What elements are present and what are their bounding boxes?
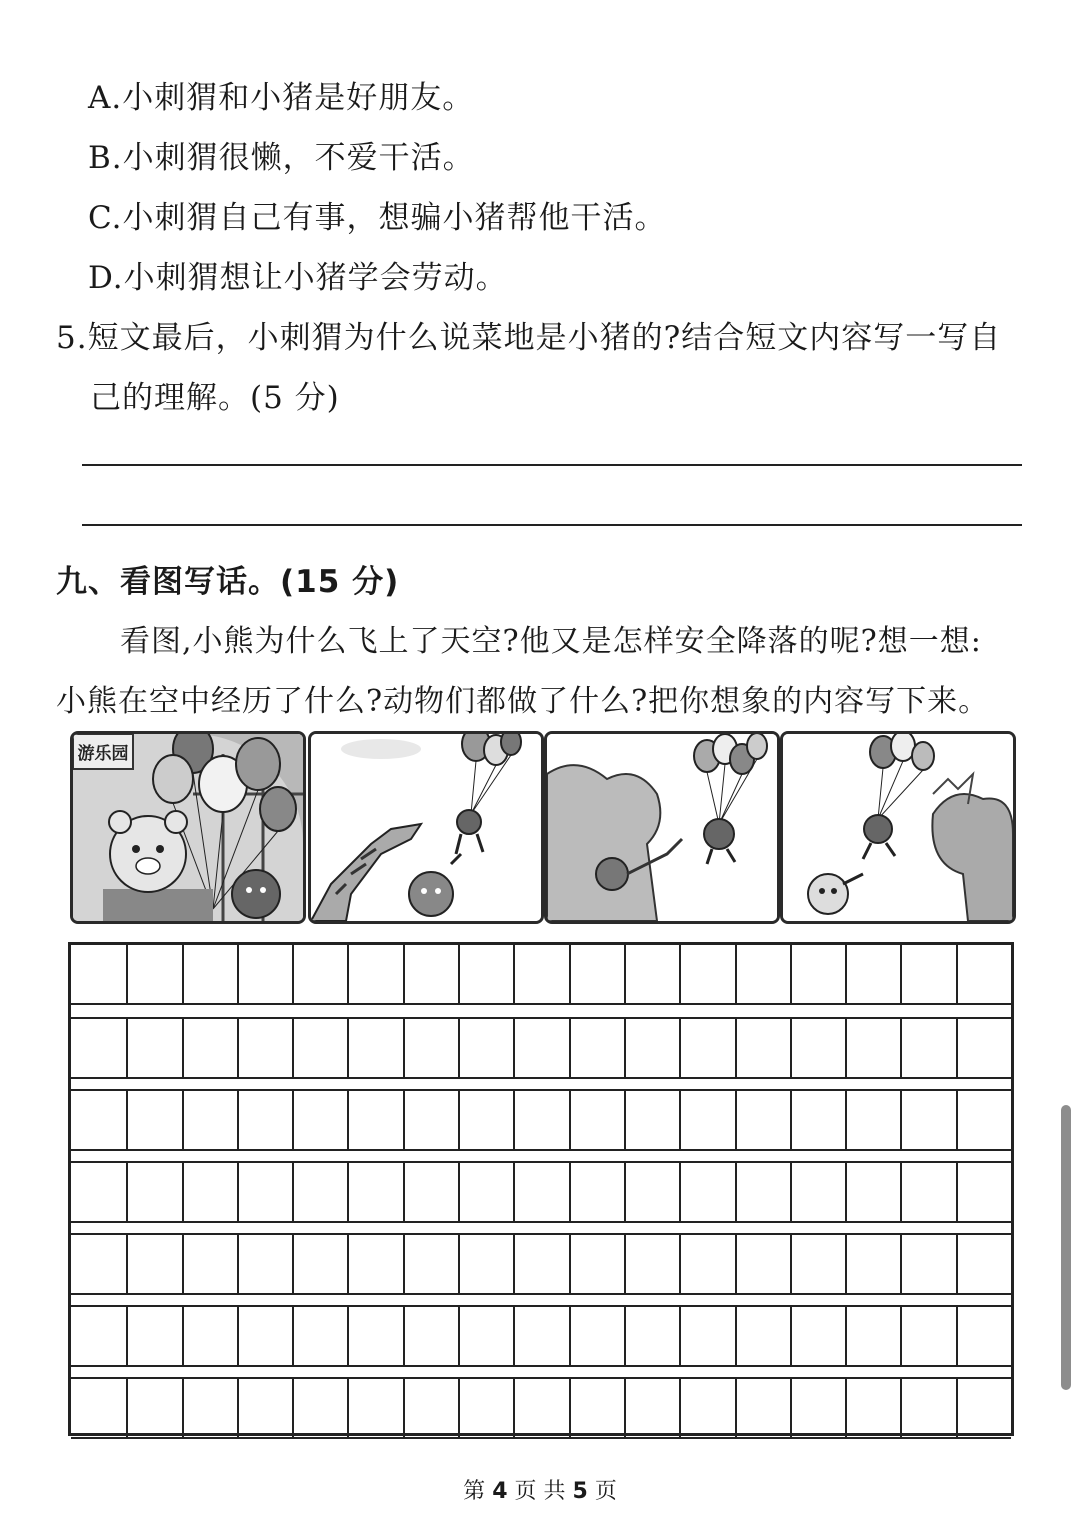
grid-cell[interactable] [569,1019,624,1077]
grid-cell[interactable] [182,1235,237,1293]
grid-cell[interactable] [403,1019,458,1077]
grid-cell[interactable] [513,1235,568,1293]
grid-cell[interactable] [569,1163,624,1221]
current-page-number: 4 [492,1479,508,1504]
grid-cell[interactable] [624,945,679,1003]
grid-cell[interactable] [513,945,568,1003]
grid-row [71,1305,1011,1367]
grid-cell[interactable] [237,945,292,1003]
grid-cell[interactable] [513,1091,568,1149]
grid-cell[interactable] [126,1019,181,1077]
grid-cell[interactable] [624,1091,679,1149]
grid-cell[interactable] [624,1019,679,1077]
grid-cell[interactable] [237,1163,292,1221]
grid-cell[interactable] [458,1235,513,1293]
grid-cell[interactable] [126,1091,181,1149]
grid-cell[interactable] [513,1019,568,1077]
grid-cell[interactable] [790,1379,845,1437]
grid-cell[interactable] [292,1235,347,1293]
grid-cell[interactable] [237,1019,292,1077]
grid-cell[interactable] [403,1307,458,1365]
grid-cell[interactable] [845,1091,900,1149]
question-5-line-2: 己的理解。(5 分) [90,380,340,416]
grid-cell[interactable] [292,945,347,1003]
grid-cell[interactable] [790,1091,845,1149]
grid-cell[interactable] [458,1091,513,1149]
grid-cell[interactable] [126,945,181,1003]
grid-cell[interactable] [458,1163,513,1221]
grid-cell[interactable] [458,1379,513,1437]
grid-cell[interactable] [956,1379,1011,1437]
grid-cell[interactable] [292,1163,347,1221]
grid-cell[interactable] [679,1307,734,1365]
grid-cell[interactable] [569,1307,624,1365]
grid-cell[interactable] [624,1379,679,1437]
page-footer [0,1474,1080,1505]
footer-middle: 页 共 [514,1479,566,1504]
grid-cell[interactable] [182,1091,237,1149]
grid-cell[interactable] [679,945,734,1003]
grid-cell[interactable] [679,1163,734,1221]
grid-cell[interactable] [790,945,845,1003]
grid-cell[interactable] [347,1091,402,1149]
grid-cell[interactable] [182,945,237,1003]
grid-cell[interactable] [900,945,955,1003]
grid-cell[interactable] [71,1091,126,1149]
grid-cell[interactable] [900,1163,955,1221]
grid-cell[interactable] [458,1307,513,1365]
grid-cell[interactable] [624,1163,679,1221]
option-a: A.小刺猬和小猪是好朋友。 [88,80,475,116]
grid-cell[interactable] [845,1379,900,1437]
grid-cell[interactable] [956,1163,1011,1221]
grid-cell[interactable] [126,1307,181,1365]
question-5-line-1: 5.短文最后，小刺猬为什么说菜地是小猪的?结合短文内容写一写自 [56,320,1002,356]
grid-cell[interactable] [292,1307,347,1365]
grid-cell[interactable] [735,1307,790,1365]
grid-cell[interactable] [845,1235,900,1293]
grid-cell[interactable] [237,1307,292,1365]
giraffe-illustration [311,734,541,921]
grid-cell[interactable] [790,1307,845,1365]
grid-cell[interactable] [292,1019,347,1077]
grid-cell[interactable] [71,1307,126,1365]
grid-cell[interactable] [403,1235,458,1293]
grid-cell[interactable] [900,1235,955,1293]
grid-cell[interactable] [900,1019,955,1077]
grid-row [71,945,1011,1005]
grid-cell[interactable] [347,1307,402,1365]
grid-cell[interactable] [347,1163,402,1221]
grid-cell[interactable] [569,945,624,1003]
grid-cell[interactable] [845,1163,900,1221]
answer-line[interactable] [82,464,1022,466]
option-b: B.小刺猬很懒，不爱干活。 [88,140,475,176]
grid-cell[interactable] [513,1163,568,1221]
grid-cell[interactable] [735,1091,790,1149]
grid-cell[interactable] [458,945,513,1003]
grid-cell[interactable] [71,1163,126,1221]
grid-cell[interactable] [347,1019,402,1077]
grid-cell[interactable] [403,1091,458,1149]
grid-cell[interactable] [956,945,1011,1003]
grid-cell[interactable] [182,1307,237,1365]
grid-cell[interactable] [956,1091,1011,1149]
section-9-prompt-line-1: 看图,小熊为什么飞上了天空?他又是怎样安全降落的呢?想一想: [120,624,982,659]
grid-cell[interactable] [126,1235,181,1293]
grid-cell[interactable] [956,1307,1011,1365]
grid-cell[interactable] [126,1163,181,1221]
grid-cell[interactable] [71,1019,126,1077]
grid-cell[interactable] [347,1379,402,1437]
section-9-prompt-line-2: 小熊在空中经历了什么?动物们都做了什么?把你想象的内容写下来。 [56,684,990,719]
grid-row [71,1233,1011,1295]
grid-cell[interactable] [71,945,126,1003]
bear-vendor-illustration [73,734,303,921]
grid-cell[interactable] [845,1307,900,1365]
grid-cell[interactable] [182,1379,237,1437]
grid-cell[interactable] [735,1163,790,1221]
section-9-title: 九、看图写话。(15 分) [56,564,400,600]
grid-cell[interactable] [845,1019,900,1077]
comic-panel-1 [70,731,306,924]
grid-cell[interactable] [735,1235,790,1293]
footer-suffix: 页 [594,1479,617,1504]
grid-cell[interactable] [679,1091,734,1149]
total-page-number: 5 [572,1479,588,1504]
grid-cell[interactable] [569,1379,624,1437]
grid-cell[interactable] [347,1235,402,1293]
grid-cell[interactable] [182,1019,237,1077]
grid-cell[interactable] [735,945,790,1003]
grid-cell[interactable] [900,1091,955,1149]
grid-cell[interactable] [513,1307,568,1365]
grid-row [71,1377,1011,1439]
grid-cell[interactable] [403,1163,458,1221]
grid-cell[interactable] [735,1379,790,1437]
grid-row [71,1017,1011,1079]
grid-cell[interactable] [237,1379,292,1437]
grid-cell[interactable] [790,1235,845,1293]
monkey-tree-illustration [547,734,777,921]
grid-cell[interactable] [845,945,900,1003]
grid-cell[interactable] [790,1163,845,1221]
grid-cell[interactable] [347,945,402,1003]
answer-line[interactable] [82,524,1022,526]
grid-cell[interactable] [458,1019,513,1077]
scrollbar-thumb[interactable] [1061,1105,1071,1390]
option-c: C.小刺猬自己有事，想骗小猪帮他干活。 [88,200,667,236]
grid-cell[interactable] [679,1379,734,1437]
grid-cell[interactable] [126,1379,181,1437]
amusement-park-sign: 游乐园 [77,744,129,764]
grid-cell[interactable] [403,1379,458,1437]
grid-cell[interactable] [237,1091,292,1149]
grid-cell[interactable] [71,1379,126,1437]
grid-cell[interactable] [679,1019,734,1077]
grid-cell[interactable] [956,1019,1011,1077]
grid-cell[interactable] [790,1019,845,1077]
grid-cell[interactable] [624,1235,679,1293]
grid-cell[interactable] [624,1307,679,1365]
grid-cell[interactable] [182,1163,237,1221]
grid-row [71,1161,1011,1223]
comic-panel-2 [308,731,544,924]
comic-panel-3 [544,731,780,924]
grid-row [71,1089,1011,1151]
grid-cell[interactable] [403,945,458,1003]
grid-cell[interactable] [900,1379,955,1437]
option-d: D.小刺猬想让小猪学会劳动。 [88,260,508,296]
grid-cell[interactable] [292,1091,347,1149]
grid-cell[interactable] [71,1235,126,1293]
grid-cell[interactable] [900,1307,955,1365]
grid-cell[interactable] [569,1091,624,1149]
grid-cell[interactable] [679,1235,734,1293]
grid-cell[interactable] [956,1235,1011,1293]
grid-cell[interactable] [292,1379,347,1437]
writing-grid[interactable] [68,942,1014,1436]
footer-prefix: 第 [463,1479,486,1504]
grid-cell[interactable] [569,1235,624,1293]
grid-cell[interactable] [513,1379,568,1437]
grid-cell[interactable] [237,1235,292,1293]
grid-cell[interactable] [735,1019,790,1077]
bear-landing-illustration [783,734,1013,921]
comic-panel-4 [780,731,1016,924]
